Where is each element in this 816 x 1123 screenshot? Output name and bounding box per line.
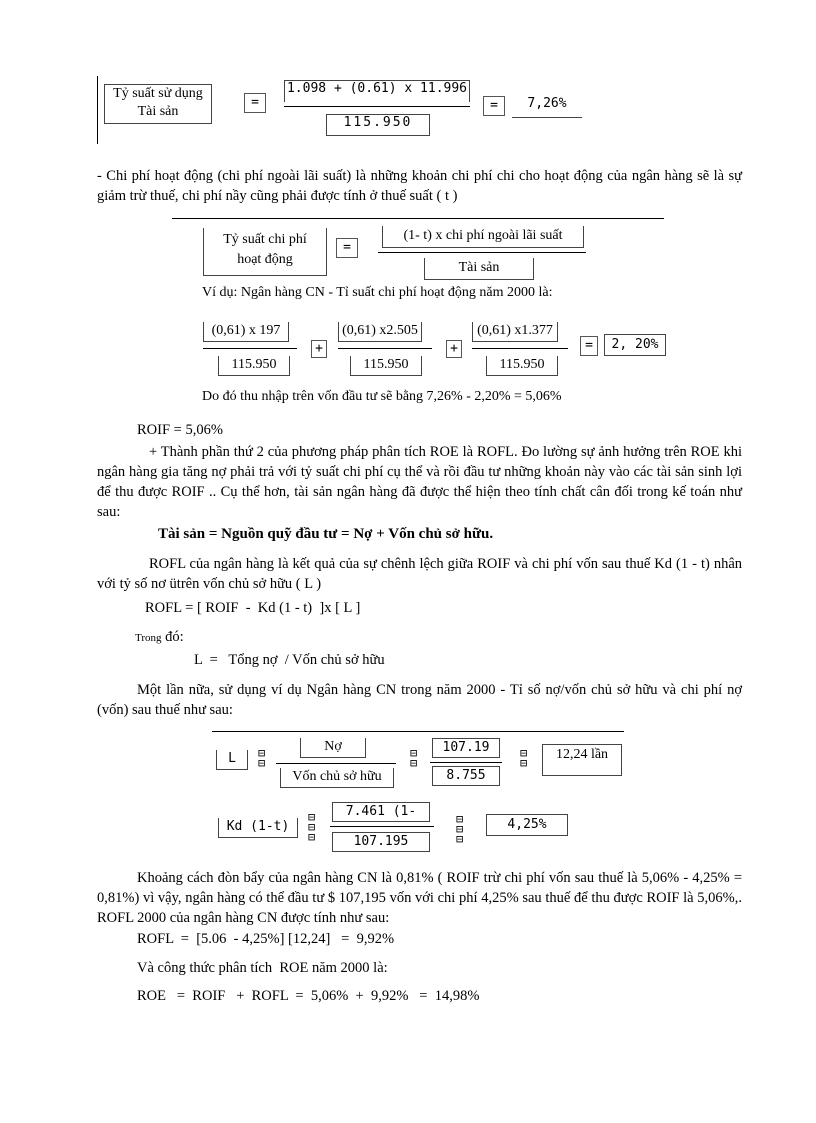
do-word: đó:: [161, 629, 184, 645]
plus-sign-1: +: [311, 340, 327, 358]
balance-equation: Tài sản = Nguồn quỹ đầu tư = Nợ + Vốn chủ sở hữu.: [158, 526, 494, 542]
fraction-bar: [203, 348, 297, 349]
formula-2-label-box: [203, 228, 327, 276]
paragraph-operating-cost: - Chi phí hoạt động (chi phí ngoài lãi suất) là những khoản chi phí chi cho hoạt động của ngân hàng sẽ là sự giảm trừ thuế, chi phí nầy cũng phải được tính ở thuế suất ( t ): [97, 168, 742, 204]
formula-4-num-label: Nợ: [300, 738, 366, 758]
separator-line: [172, 218, 664, 219]
formula-5-numerator: 7.461 (1-: [332, 802, 430, 822]
formula-5-result: 4,25%: [486, 814, 568, 836]
roe-intro: Và công thức phân tích ROE năm 2000 là:: [137, 960, 388, 976]
formula-5-label: Kd (1-t): [218, 818, 298, 838]
equals-glyph-icon: ⊟ ⊟: [258, 746, 266, 770]
term-2-denominator: 115.950: [350, 356, 422, 376]
fraction-bar: [430, 762, 502, 763]
equals-glyph-icon: ⊟ ⊟: [410, 746, 418, 770]
term-1-denominator: 115.950: [218, 356, 290, 376]
fraction-bar: [378, 252, 586, 253]
formula-2-equals: =: [336, 238, 358, 258]
formula-1-denominator: 115.950: [326, 114, 430, 136]
formula-1-numerator: 1.098 + (0.61) x 11.996: [284, 80, 470, 102]
roif-line: ROIF = 5,06%: [137, 422, 223, 438]
plus-sign-2: +: [446, 340, 462, 358]
term-2-numerator: (0,61) x2.505: [338, 322, 422, 342]
paragraph-example-2000: Một lần nữa, sử dụng ví dụ Ngân hàng CN trong năm 2000 - Tỉ số nợ/vốn chủ sở hữu và chi phí nợ (vốn) sau thuế như sau:: [97, 682, 742, 718]
formula-1-label-line2: Tài sản: [137, 104, 179, 119]
formula-4-result: 12,24 lần: [542, 744, 622, 776]
formula-5-denominator: 107.195: [332, 832, 430, 852]
separator-line: [212, 731, 624, 732]
paragraph-rofl-intro: + Thành phần thứ 2 của phương pháp phân tích ROE là ROFL. Đo lường sự ảnh hưởng trên ROE khi ngân hàng gia tăng nợ phải trả với tỷ suất chi phí cụ thể và rồi đầu tư những khoản này vào các tài sản sinh lợi để thu được ROIF .. Cụ thể hơn, tài sản ngân hàng đã được thể hiện theo tính chất cân đối trong kế toán như sau:: [97, 444, 742, 520]
formula-2-label-line2: hoạt động: [237, 252, 293, 267]
formula-1-equals: =: [244, 93, 266, 113]
equals-glyph-icon: ⊟ ⊟ ⊟: [456, 812, 464, 846]
fraction-bar: [338, 348, 432, 349]
formula-1-border: [97, 76, 98, 144]
equals-glyph-icon: ⊟ ⊟: [520, 746, 528, 770]
term-1-numerator: (0,61) x 197: [203, 322, 289, 342]
formula-4-num-value: 107.19: [432, 738, 500, 758]
trong-word: Trong: [135, 632, 162, 644]
formula-1-label-line1: Tỷ suất sử dụng: [113, 86, 203, 101]
rofl-formula: ROFL = [ ROIF - Kd (1 - t) ]x [ L ]: [145, 600, 361, 616]
fraction-bar: [472, 348, 568, 349]
fraction-bar: [276, 763, 396, 764]
fraction-bar: [330, 826, 434, 827]
formula-4-den-value: 8.755: [432, 766, 500, 786]
formula-2-denominator: Tài sản: [424, 258, 534, 280]
trong-do-label: [135, 628, 184, 646]
formula-3-equals: =: [580, 336, 598, 356]
fraction-bar: [284, 106, 470, 107]
roe-calculation: ROE = ROIF + ROFL = 5,06% + 9,92% = 14,98%: [137, 988, 480, 1004]
formula-2-numerator: (1- t) x chi phí ngoài lãi suất: [382, 226, 584, 248]
formula-1-result: 7,26%: [512, 96, 582, 118]
formula-2-label-line1: Tỷ suất chi phí: [223, 232, 307, 247]
paragraph-leverage-gap: Khoảng cách đòn bẩy của ngân hàng CN là 0,81% ( ROIF trừ chi phí vốn sau thuế là 5,06% - 4,25% = 0,81%) vì vậy, ngân hàng có thể đầu tư $ 107,195 vốn với chi phí 4,25% sau thuế để thu được ROIF là 5,06%,. ROFL 2000 của ngân hàng CN được tính như sau:: [97, 870, 742, 926]
paragraph-rofl-definition: ROFL của ngân hàng là kết quả của sự chênh lệch giữa ROIF và chi phí vốn sau thuế Kd (1 - t) nhân với tỷ số nơ ütrên vốn chủ sở hữu ( L ): [97, 556, 742, 592]
formula-1-label-box: [104, 84, 212, 124]
formula-3-result: 2, 20%: [604, 334, 666, 356]
conclusion-line: Do đó thu nhập trên vốn đầu tư sẽ bằng 7,26% - 2,20% = 5,06%: [202, 389, 562, 404]
equals-glyph-icon: ⊟ ⊟ ⊟: [308, 810, 316, 844]
formula-1-equals-2: =: [483, 96, 505, 116]
formula-4-label: L: [216, 750, 248, 770]
term-3-numerator: (0,61) x1.377: [472, 322, 558, 342]
rofl-calculation: ROFL = [5.06 - 4,25%] [12,24] = 9,92%: [137, 931, 395, 947]
formula-4-den-label: Vốn chủ sở hữu: [280, 768, 394, 788]
leverage-formula: L = Tổng nợ / Vốn chủ sở hữu: [194, 652, 385, 668]
example-line: Ví dụ: Ngân hàng CN - Tỉ suất chi phí hoạt động năm 2000 là:: [202, 285, 553, 300]
term-3-denominator: 115.950: [486, 356, 558, 376]
